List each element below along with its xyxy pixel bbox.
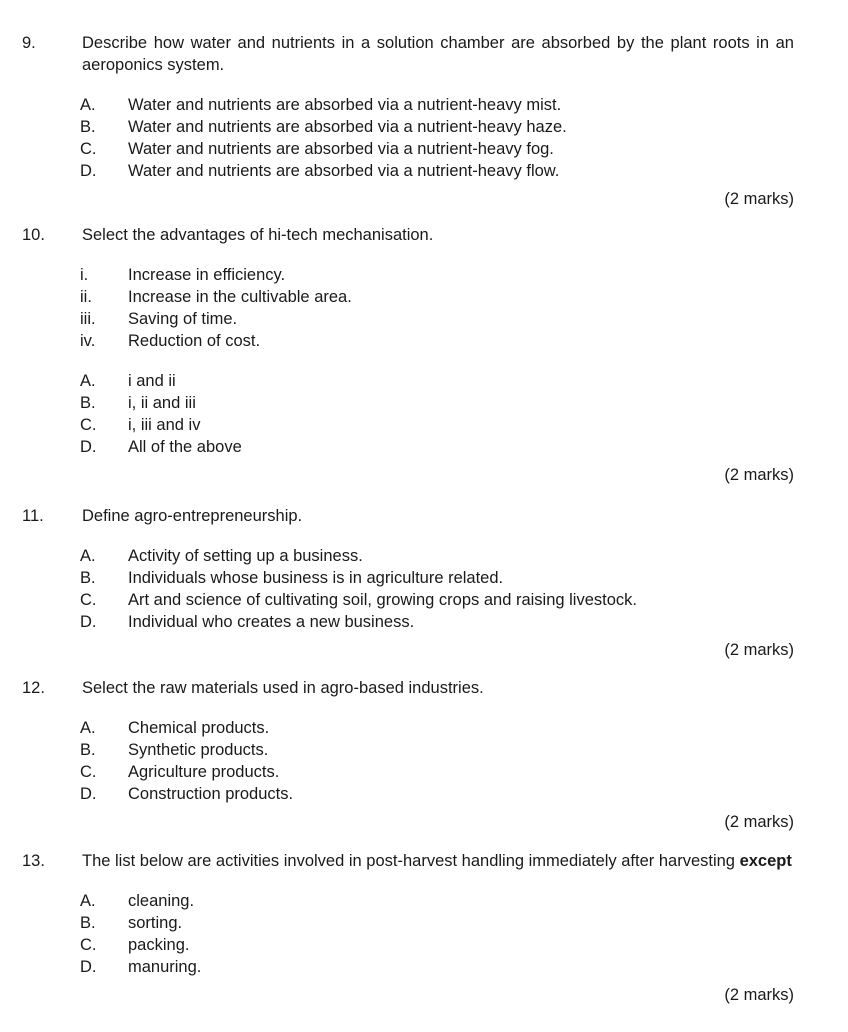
question-number: 13. bbox=[22, 852, 45, 870]
question-number: 9. bbox=[22, 34, 36, 52]
question-text: Select the raw materials used in agro-based industries. bbox=[82, 679, 484, 697]
option-label: D. bbox=[80, 162, 97, 180]
question-emphasis: except bbox=[739, 852, 792, 870]
statement-list bbox=[22, 264, 794, 352]
option-text: Water and nutrients are absorbed via a nutrient-heavy mist. bbox=[128, 96, 562, 114]
option-list bbox=[22, 717, 794, 805]
statement-label: ii. bbox=[80, 288, 92, 306]
option-label: D. bbox=[80, 958, 97, 976]
marks-label: (2 marks) bbox=[724, 641, 794, 659]
option-a[interactable] bbox=[80, 890, 794, 912]
question-stem bbox=[22, 677, 794, 699]
option-label: B. bbox=[80, 118, 96, 136]
option-text: Agriculture products. bbox=[128, 763, 280, 781]
statement-label: iii. bbox=[80, 310, 96, 328]
option-a[interactable] bbox=[80, 370, 794, 392]
option-text: Chemical products. bbox=[128, 719, 270, 737]
question-stem bbox=[22, 224, 794, 246]
option-label: B. bbox=[80, 741, 96, 759]
option-b[interactable] bbox=[80, 116, 794, 138]
option-label: C. bbox=[80, 936, 97, 954]
option-label: D. bbox=[80, 438, 97, 456]
option-label: C. bbox=[80, 140, 97, 158]
option-b[interactable] bbox=[80, 912, 794, 934]
question-stem bbox=[22, 32, 794, 76]
option-label: C. bbox=[80, 416, 97, 434]
question-10 bbox=[22, 224, 794, 486]
statement-ii bbox=[80, 286, 794, 308]
option-text: Individual who creates a new business. bbox=[128, 613, 415, 631]
option-text: Activity of setting up a business. bbox=[128, 547, 363, 565]
option-text: Individuals whose business is in agriculture related. bbox=[128, 569, 504, 587]
option-a[interactable] bbox=[80, 545, 794, 567]
marks-label: (2 marks) bbox=[724, 986, 794, 1004]
option-text: Synthetic products. bbox=[128, 741, 269, 759]
question-stem bbox=[22, 505, 794, 527]
option-d[interactable] bbox=[80, 956, 794, 978]
question-text bbox=[82, 850, 794, 872]
question-text: Describe how water and nutrients in a solution chamber are absorbed by the plant roots in an aeroponics system. bbox=[82, 34, 794, 74]
option-label: A. bbox=[80, 547, 96, 565]
option-text: i, iii and iv bbox=[128, 416, 201, 434]
option-label: B. bbox=[80, 569, 96, 587]
option-text: Water and nutrients are absorbed via a nutrient-heavy flow. bbox=[128, 162, 560, 180]
option-d[interactable] bbox=[80, 611, 794, 633]
option-c[interactable] bbox=[80, 138, 794, 160]
question-9 bbox=[22, 32, 794, 210]
question-text-main: The list below are activities involved in post-harvest handling immediately after harvesting bbox=[82, 852, 735, 870]
statement-i bbox=[80, 264, 794, 286]
statement-label: iv. bbox=[80, 332, 96, 350]
option-label: B. bbox=[80, 394, 96, 412]
option-c[interactable] bbox=[80, 934, 794, 956]
option-label: C. bbox=[80, 763, 97, 781]
option-b[interactable] bbox=[80, 739, 794, 761]
option-c[interactable] bbox=[80, 589, 794, 611]
marks-label: (2 marks) bbox=[724, 466, 794, 484]
option-label: C. bbox=[80, 591, 97, 609]
statement-label: i. bbox=[80, 266, 89, 284]
option-text: Art and science of cultivating soil, growing crops and raising livestock. bbox=[128, 591, 637, 609]
question-number: 12. bbox=[22, 679, 45, 697]
option-d[interactable] bbox=[80, 783, 794, 805]
option-d[interactable] bbox=[80, 436, 794, 458]
option-text: i, ii and iii bbox=[128, 394, 196, 412]
question-number: 10. bbox=[22, 226, 45, 244]
statement-text: Increase in the cultivable area. bbox=[128, 288, 352, 306]
option-label: A. bbox=[80, 719, 96, 737]
statement-text: Increase in efficiency. bbox=[128, 266, 286, 284]
option-text: Water and nutrients are absorbed via a nutrient-heavy haze. bbox=[128, 118, 567, 136]
option-list bbox=[22, 545, 794, 633]
option-label: A. bbox=[80, 372, 96, 390]
option-c[interactable] bbox=[80, 761, 794, 783]
option-text: cleaning. bbox=[128, 892, 195, 910]
option-text: All of the above bbox=[128, 438, 242, 456]
option-text: i and ii bbox=[128, 372, 176, 390]
option-text: packing. bbox=[128, 936, 190, 954]
question-text: Define agro-entrepreneurship. bbox=[82, 507, 303, 525]
option-label: A. bbox=[80, 892, 96, 910]
question-number: 11. bbox=[22, 507, 44, 525]
option-list bbox=[22, 94, 794, 182]
option-list bbox=[22, 370, 794, 458]
question-stem bbox=[22, 850, 794, 872]
option-d[interactable] bbox=[80, 160, 794, 182]
option-label: D. bbox=[80, 785, 97, 803]
option-label: A. bbox=[80, 96, 96, 114]
option-list bbox=[22, 890, 794, 978]
question-12 bbox=[22, 677, 794, 833]
question-11 bbox=[22, 505, 794, 661]
option-text: manuring. bbox=[128, 958, 202, 976]
option-text: sorting. bbox=[128, 914, 183, 932]
option-label: D. bbox=[80, 613, 97, 631]
option-label: B. bbox=[80, 914, 96, 932]
option-a[interactable] bbox=[80, 717, 794, 739]
option-c[interactable] bbox=[80, 414, 794, 436]
option-b[interactable] bbox=[80, 567, 794, 589]
option-b[interactable] bbox=[80, 392, 794, 414]
option-text: Construction products. bbox=[128, 785, 294, 803]
option-text: Water and nutrients are absorbed via a nutrient-heavy fog. bbox=[128, 140, 554, 158]
question-text: Select the advantages of hi-tech mechanisation. bbox=[82, 226, 434, 244]
statement-iv bbox=[80, 330, 794, 352]
marks-label: (2 marks) bbox=[724, 190, 794, 208]
question-13 bbox=[22, 850, 794, 1006]
statement-iii bbox=[80, 308, 794, 330]
marks-label: (2 marks) bbox=[724, 813, 794, 831]
option-a[interactable] bbox=[80, 94, 794, 116]
statement-text: Reduction of cost. bbox=[128, 332, 261, 350]
statement-text: Saving of time. bbox=[128, 310, 238, 328]
